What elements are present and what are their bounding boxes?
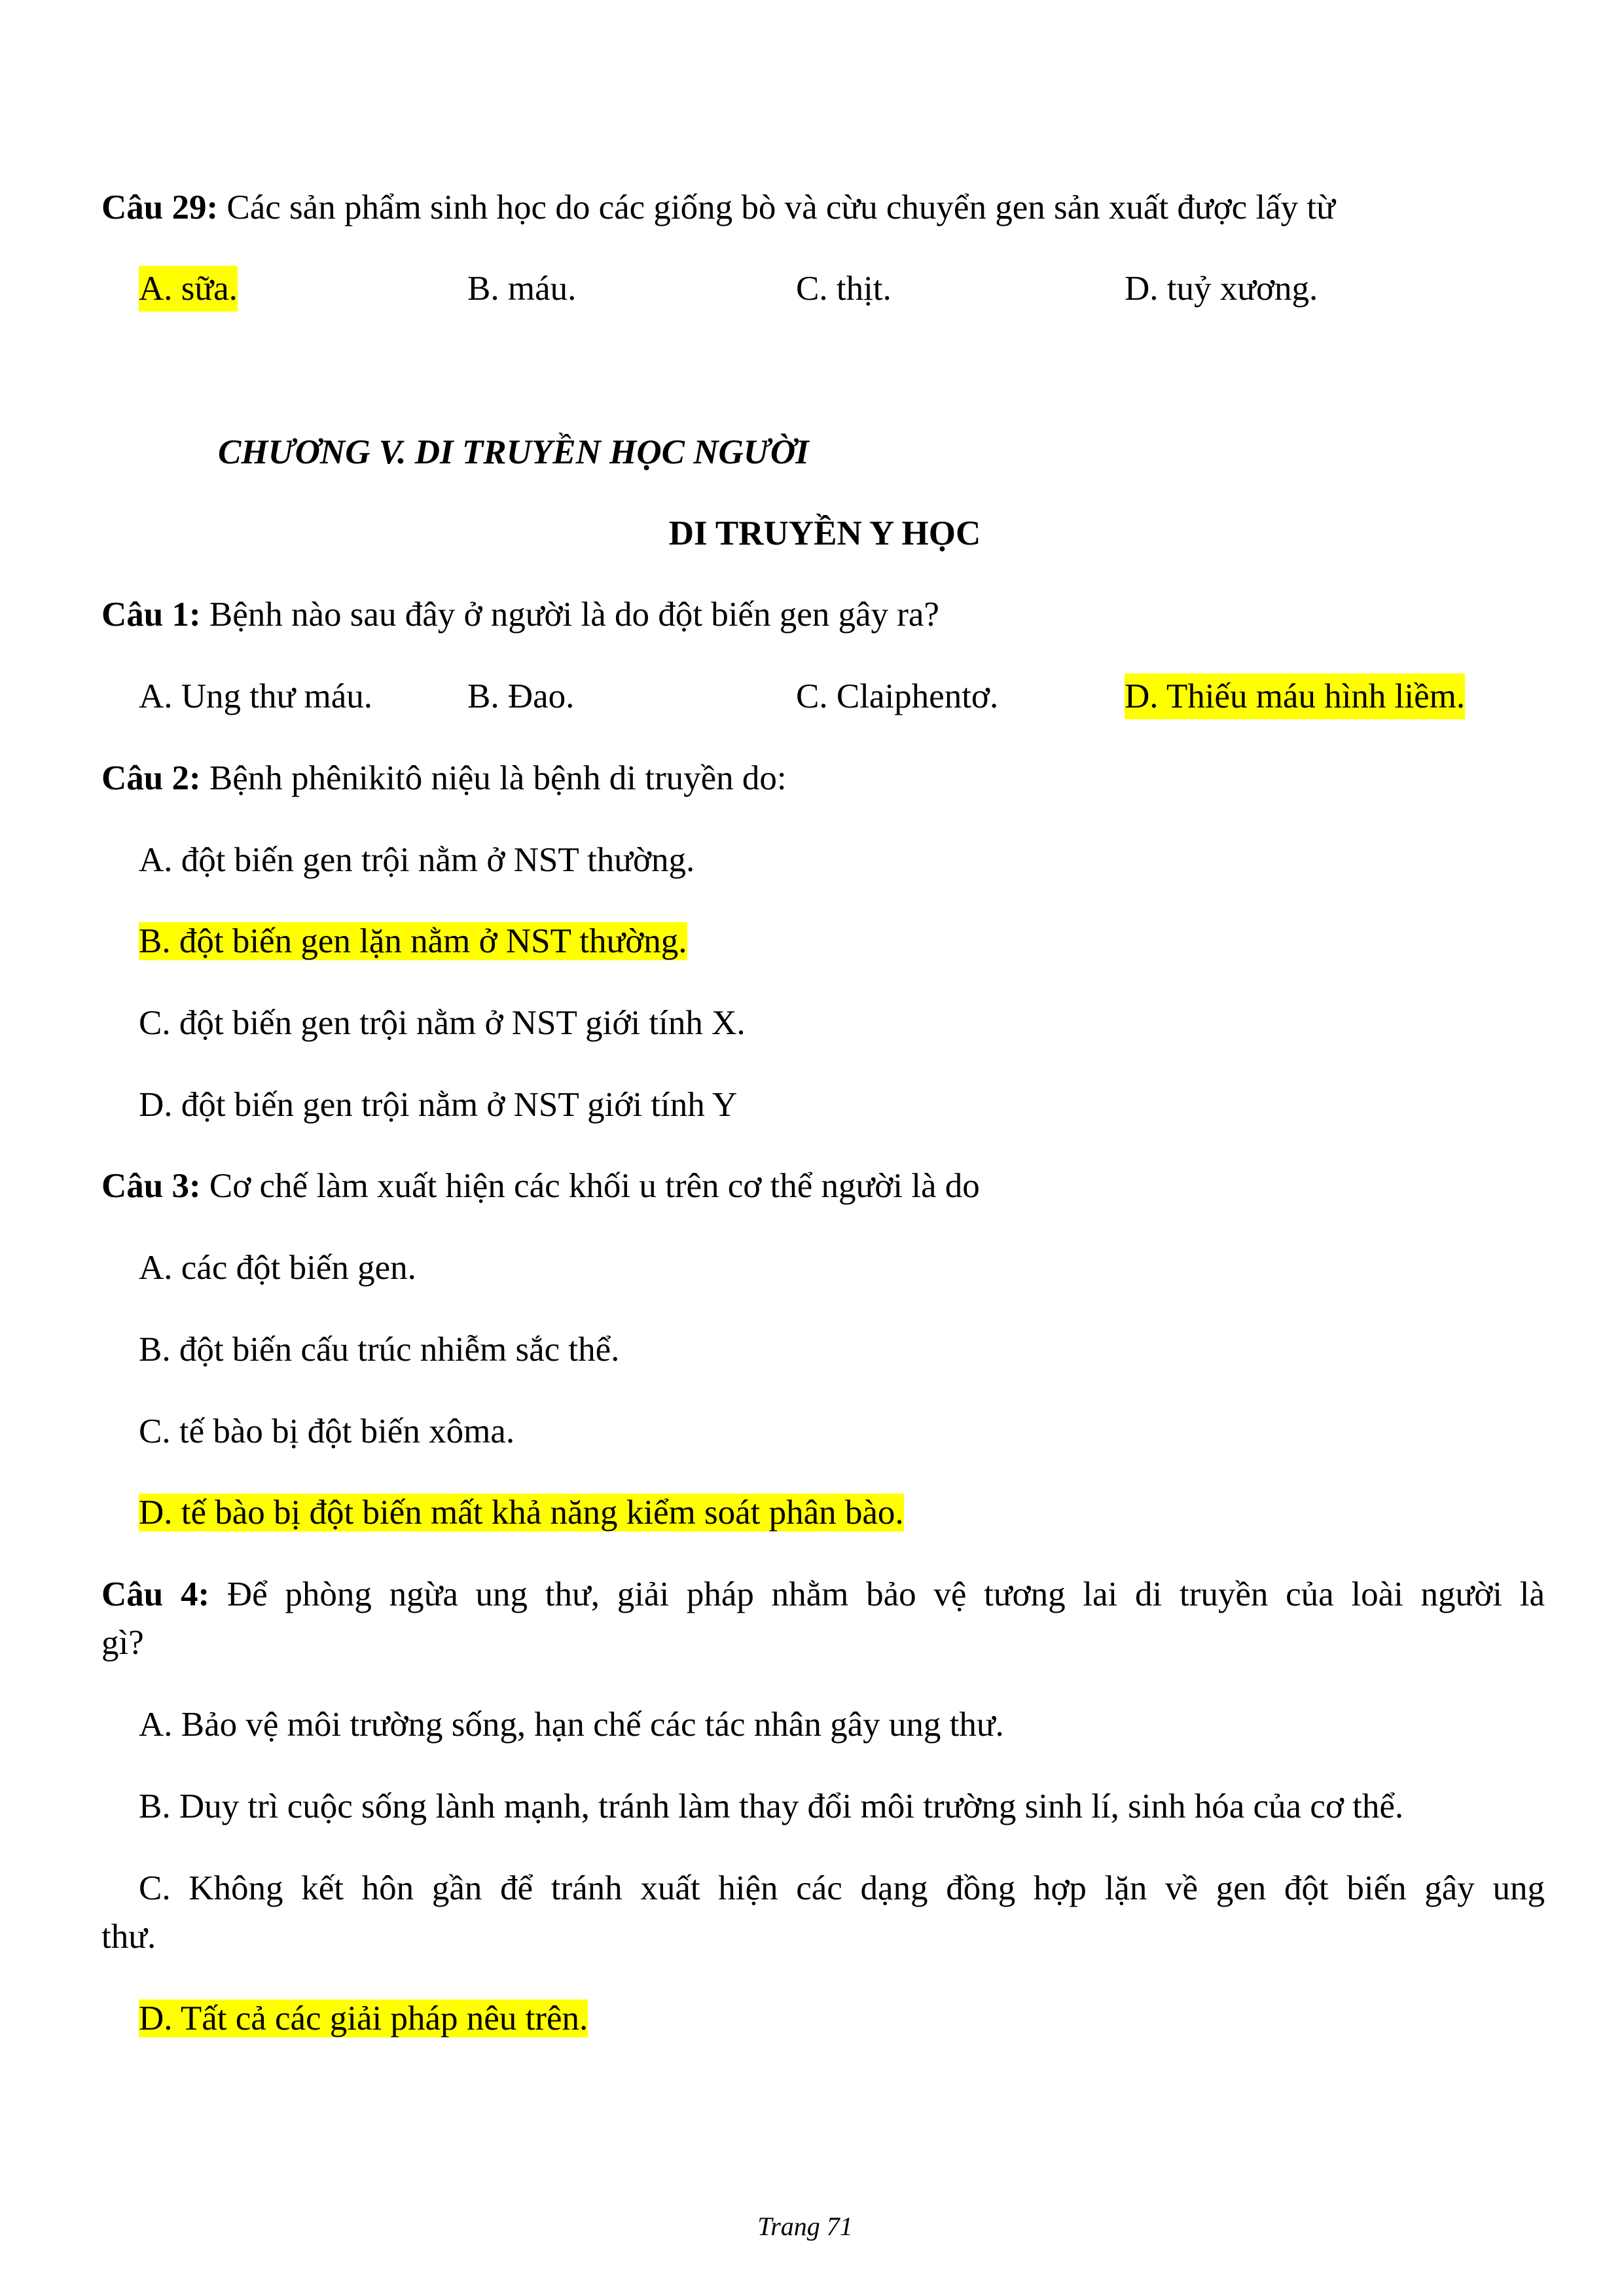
question-label: Câu 3: [101,1167,201,1205]
answer-option[interactable]: B. Đao. [467,677,575,715]
question-label: Câu 1: [101,596,201,634]
answer-option-correct[interactable]: A. sữa. [139,266,238,312]
question-4 [101,1571,1545,1617]
answer-option[interactable]: A. đột biến gen trội nằm ở NST thường. [139,841,695,879]
page-number: Trang 71 [757,2212,853,2241]
answer-option[interactable]: D. đột biến gen trội nằm ở NST giới tính Y [139,1086,738,1124]
answer-option-continuation: thư. [101,1918,156,1956]
question-label: Câu 4: [101,1575,210,1613]
section-title: DI TRUYỀN Y HỌC [668,514,981,552]
question-text: Bệnh phênikitô niệu là bệnh di truyền do: [200,759,787,797]
question-1 [101,592,939,637]
answer-option[interactable]: A. các đột biến gen. [139,1249,416,1287]
answer-option[interactable]: C. thịt. [796,270,892,308]
question-4-continuation: gì? [101,1624,144,1662]
question-text: Các sản phẩm sinh học do các giống bò và cừu chuyển gen sản xuất được lấy từ [218,188,1335,226]
answer-option[interactable]: B. Duy trì cuộc sống lành mạnh, tránh làm thay đổi môi trường sinh lí, sinh hóa của cơ thể. [139,1787,1404,1825]
answer-option[interactable]: C. Không kết hôn gần để tránh xuất hiện các dạng đồng hợp lặn về gen đột biến gây ung [139,1869,1545,1907]
question-text: Bệnh nào sau đây ở người là do đột biến gen gây ra? [200,596,939,634]
answer-option-correct[interactable]: D. Thiếu máu hình liềm. [1125,673,1465,719]
question-label: Câu 2: [101,759,201,797]
question-29 [101,185,1335,230]
question-3 [101,1163,980,1209]
question-label: Câu 29: [101,188,219,226]
chapter-title: CHƯƠNG V. DI TRUYỀN HỌC NGƯỜI [218,433,809,471]
question-text: Để phòng ngừa ung thư, giải pháp nhằm bảo vệ tương lai di truyền của loài người là [209,1575,1545,1613]
answer-option[interactable]: C. đột biến gen trội nằm ở NST giới tính X. [139,1004,746,1042]
answer-option[interactable]: C. Claiphentơ. [796,677,999,715]
answer-option[interactable]: B. đột biến cấu trúc nhiễm sắc thể. [139,1331,620,1369]
answer-option[interactable]: B. máu. [467,270,577,308]
answer-option[interactable]: A. Ung thư máu. [139,677,372,715]
question-2 [101,755,787,801]
answer-option[interactable]: D. tuỷ xương. [1125,270,1318,308]
answer-option[interactable]: C. tế bào bị đột biến xôma. [139,1412,515,1450]
answer-option-correct[interactable]: D. Tất cả các giải pháp nêu trên. [139,2000,588,2037]
answer-option[interactable]: A. Bảo vệ môi trường sống, hạn chế các tác nhân gây ung thư. [139,1706,1004,1744]
answer-option-correct[interactable]: B. đột biến gen lặn nằm ở NST thường. [139,922,687,960]
answer-option-correct[interactable]: D. tế bào bị đột biến mất khả năng kiểm soát phân bào. [139,1494,904,1532]
question-text: Cơ chế làm xuất hiện các khối u trên cơ thể người là do [200,1167,980,1205]
